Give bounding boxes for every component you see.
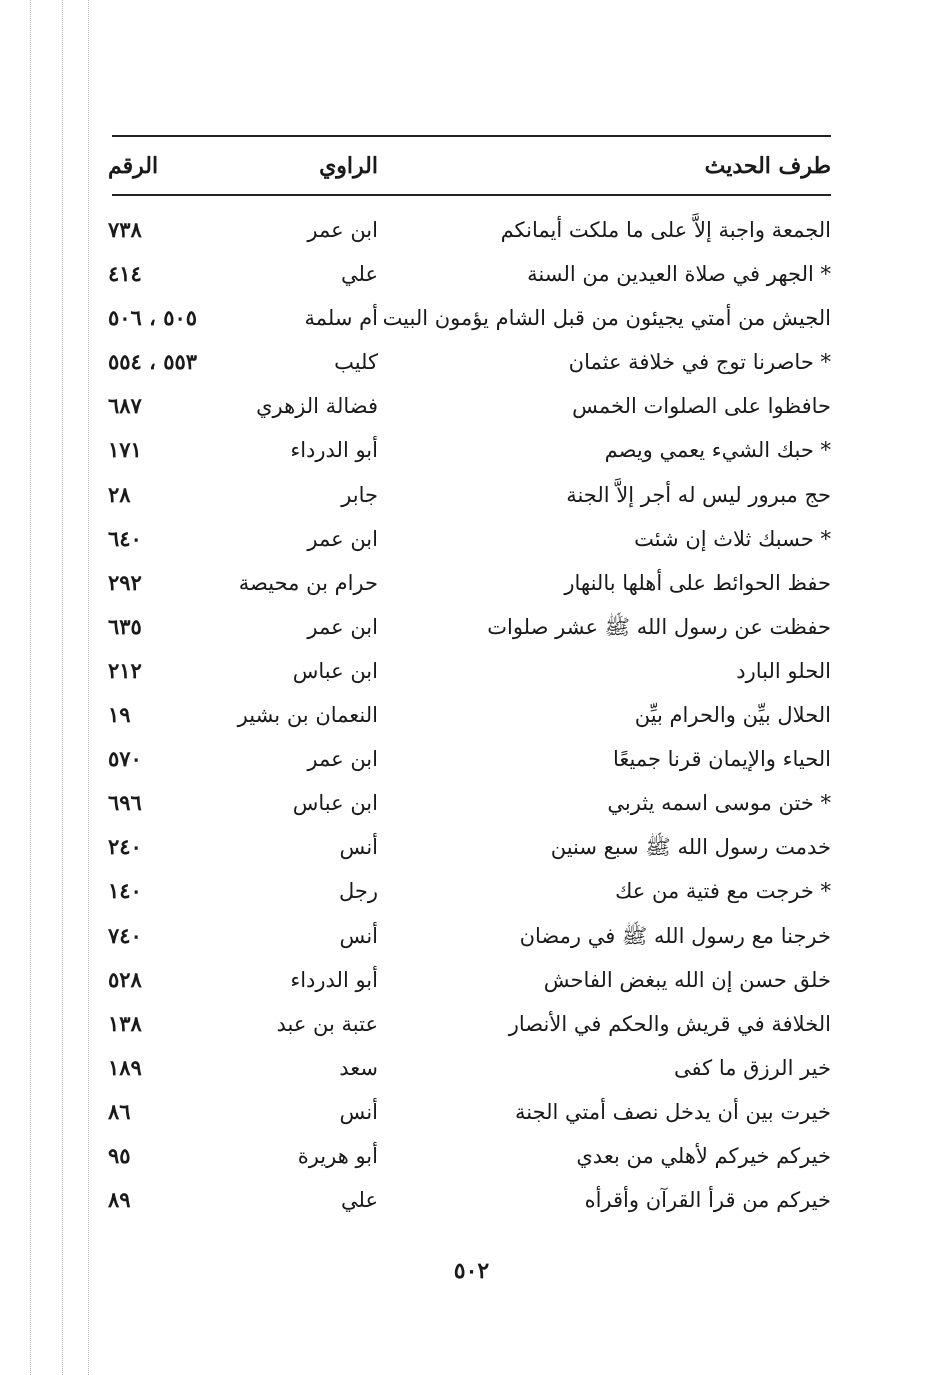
hadith-text: الحياء والإيمان قرنا جميعًا	[612, 747, 831, 772]
hadith-number: ٢٨	[108, 481, 131, 507]
table-row	[108, 1007, 831, 1051]
hadith-number: ٥٠٥ ، ٥٠٦	[108, 305, 198, 331]
hadith-text: خدمت رسول الله ﷺ سبع سنين	[550, 835, 831, 860]
narrator-name: ابن عمر	[307, 747, 378, 772]
header-hadith: طرف الحديث	[704, 153, 831, 179]
table-row	[108, 257, 831, 301]
hadith-text: خيركم من قرأ القرآن وأقرأه	[584, 1188, 831, 1213]
narrator-name: ابن عمر	[307, 526, 378, 551]
narrator-name: أبو الدرداء	[290, 967, 378, 992]
narrator-name: أنس	[339, 923, 378, 948]
narrator-name: النعمان بن بشير	[237, 703, 378, 728]
narrator-name: ابن عمر	[307, 218, 378, 242]
table-row	[108, 345, 831, 389]
scan-margin-line	[30, 0, 32, 1375]
hadith-number: ٥٥٣ ، ٥٥٤	[108, 349, 198, 375]
hadith-text: * حسبك ثلاث إن شئت	[634, 526, 831, 551]
hadith-number: ٧٤٠	[108, 922, 142, 948]
header-number: الرقم	[108, 153, 159, 179]
hadith-text: * حبك الشيء يعمي ويصم	[604, 438, 831, 463]
hadith-number: ٢٩٢	[108, 569, 142, 595]
table-row	[108, 919, 831, 963]
table-row	[108, 522, 831, 566]
table-header	[108, 145, 831, 189]
narrator-name: علي	[341, 262, 378, 287]
page-number: ٥٠٢	[453, 1258, 490, 1284]
table-row	[108, 433, 831, 477]
hadith-text: * خرجت مع فتية من عك	[615, 879, 831, 904]
table-row	[108, 742, 831, 786]
hadith-number: ٤١٤	[108, 261, 142, 287]
table-row	[108, 830, 831, 874]
hadith-number: ٥٢٨	[108, 966, 142, 992]
narrator-name: أبو هريرة	[297, 1143, 378, 1168]
hadith-number: ٦٩٦	[108, 790, 142, 816]
header-rawi: الراوي	[319, 153, 378, 179]
table-row	[108, 1139, 831, 1183]
hadith-number: ٦٨٧	[108, 393, 142, 419]
hadith-text: * ختن موسى اسمه يثربي	[607, 791, 831, 816]
table-row	[108, 1183, 831, 1227]
hadith-text: الحلال بيِّن والحرام بيِّن	[634, 703, 831, 728]
table-row	[108, 610, 831, 654]
hadith-text: حافظوا على الصلوات الخمس	[572, 394, 831, 419]
table-row	[108, 654, 831, 698]
scan-margin-line	[62, 0, 64, 1375]
table-header-rule	[112, 194, 831, 196]
hadith-text: حفظت عن رسول الله ﷺ عشر صلوات	[487, 614, 831, 639]
table-row	[108, 478, 831, 522]
hadith-number: ٨٦	[108, 1098, 131, 1124]
hadith-text: خيرت بين أن يدخل نصف أمتي الجنة	[514, 1099, 831, 1124]
narrator-name: سعد	[339, 1055, 378, 1080]
hadith-number: ١٨٩	[108, 1054, 142, 1080]
narrator-name: حرام بن محيصة	[238, 570, 378, 595]
narrator-name: ابن عباس	[292, 658, 378, 683]
narrator-name: جابر	[341, 482, 378, 507]
hadith-text: خير الرزق ما كفى	[674, 1055, 831, 1080]
narrator-name: ابن عمر	[307, 614, 378, 639]
narrator-name: علي	[341, 1188, 378, 1213]
table-row	[108, 301, 831, 345]
hadith-text: خلق حسن إن الله يبغض الفاحش	[543, 967, 831, 992]
narrator-name: أم سلمة	[304, 306, 378, 331]
hadith-text: خيركم خيركم لأهلي من بعدي	[576, 1143, 831, 1168]
narrator-name: أنس	[339, 1099, 378, 1124]
table-row	[108, 786, 831, 830]
hadith-text: حفظ الحوائط على أهلها بالنهار	[564, 570, 831, 595]
table-row	[108, 698, 831, 742]
hadith-number: ٢١٢	[108, 657, 142, 683]
hadith-text: خرجنا مع رسول الله ﷺ في رمضان	[519, 923, 831, 948]
hadith-number: ٢٤٠	[108, 834, 142, 860]
hadith-text: الجمعة واجبة إلاَّ على ما ملكت أيمانكم	[500, 218, 831, 242]
hadith-text: * حاصرنا توج في خلافة عثمان	[568, 350, 831, 375]
narrator-name: أنس	[339, 835, 378, 860]
narrator-name: عتبة بن عبد	[276, 1011, 378, 1036]
hadith-number: ١٩	[108, 702, 131, 728]
hadith-text: حج مبرور ليس له أجر إلاَّ الجنة	[566, 482, 831, 507]
hadith-text: الجيش من أمتي يجيئون من قبل الشام يؤمون البيت	[382, 306, 831, 331]
narrator-name: ابن عباس	[292, 791, 378, 816]
narrator-name: أبو الدرداء	[290, 438, 378, 463]
narrator-name: رجل	[338, 879, 378, 904]
narrator-name: كليب	[334, 350, 378, 375]
narrator-name: فضالة الزهري	[256, 394, 378, 419]
hadith-number: ٩٥	[108, 1142, 131, 1168]
hadith-number: ٥٧٠	[108, 746, 142, 772]
hadith-number: ٧٣٨	[108, 217, 142, 242]
table-row	[108, 874, 831, 918]
hadith-number: ١٤٠	[108, 878, 142, 904]
scan-margin-line	[88, 0, 90, 1375]
hadith-number: ٦٤٠	[108, 525, 142, 551]
table-body	[108, 213, 831, 1227]
table-row	[108, 1095, 831, 1139]
table-row	[108, 389, 831, 433]
hadith-text: * الجهر في صلاة العيدين من السنة	[527, 262, 831, 287]
table-top-rule	[112, 135, 831, 137]
table-row	[108, 566, 831, 610]
hadith-text: الحلو البارد	[736, 658, 831, 683]
table-row	[108, 963, 831, 1007]
table-row	[108, 1051, 831, 1095]
hadith-text: الخلافة في قريش والحكم في الأنصار	[508, 1011, 831, 1036]
hadith-number: ١٣٨	[108, 1010, 142, 1036]
hadith-number: ٦٣٥	[108, 613, 142, 639]
hadith-number: ٨٩	[108, 1187, 131, 1213]
hadith-number: ١٧١	[108, 437, 142, 463]
table-row	[108, 213, 831, 257]
